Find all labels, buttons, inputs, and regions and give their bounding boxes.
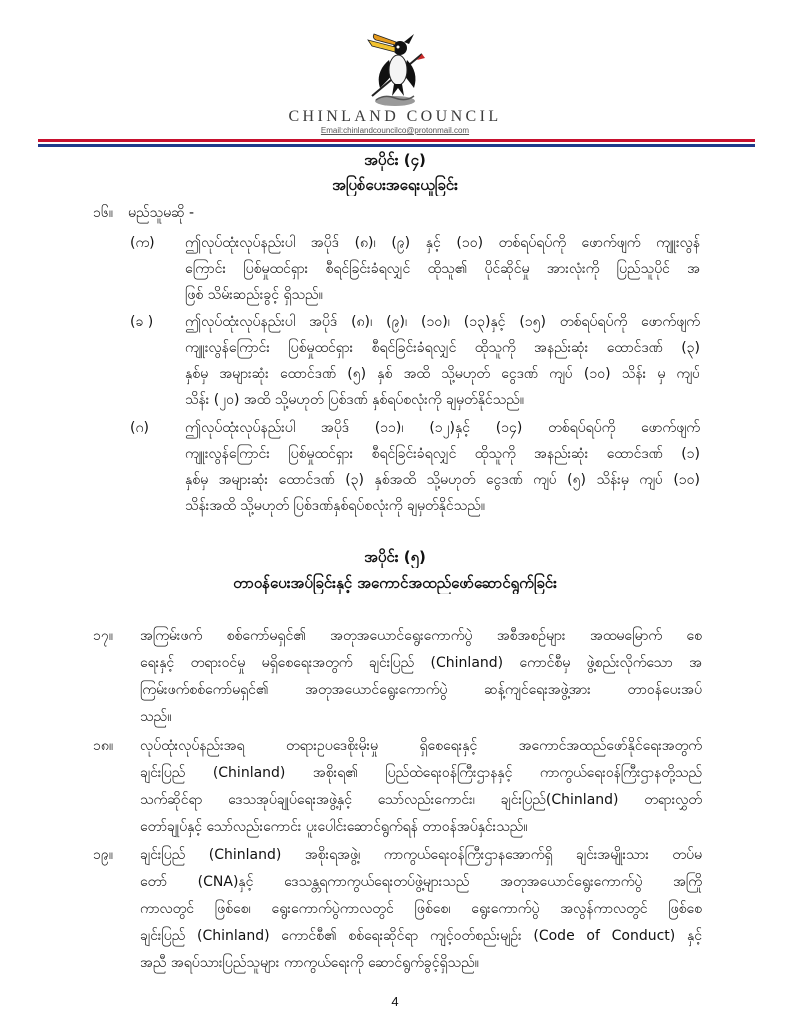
text-line: ကျူးလွန်ကြောင်း ပြစ်မှုထင်ရှား စီရင်ခြင်းခံရလျှင် ထိုသူကို အနည်းဆုံး ထောင်ဒဏ် (၃) [185, 340, 700, 356]
subclause-label: (က) [130, 235, 155, 251]
text-line: သိန်းအထိ သို့မဟုတ် ပြစ်ဒဏ်နှစ်ရပ်စလုံးကို ချမှတ်နိုင်သည်။ [185, 498, 485, 514]
page-number: 4 [391, 994, 399, 1009]
contact-email-line [0, 126, 790, 136]
tricolor-divider [38, 139, 755, 148]
text-line: လုပ်ထုံးလုပ်နည်းအရ တရားဥပဒေစိုးမိုးမှု ရှိစေရေးနှင့် အကောင်အထည်ဖော်နိုင်ရေးအတွက် [140, 738, 702, 754]
contact-email: Email:chinlandcouncilco@protonmail.com [320, 126, 470, 135]
text-line: ဖြစ် သိမ်းဆည်းခွင့် ရှိသည်။ [185, 287, 323, 303]
text-line: အကြမ်းဖက် စစ်ကော်မရှင်၏ အတုအယောင်ရွေးကောက်ပွဲ အစီအစဉ်များ အထမမြောက် စေ [140, 628, 702, 644]
text-line: အညီ အရပ်သားပြည်သူများ ကာကွယ်ရေးကို ဆောင်ရွက်ခွင့်ရှိသည်။ [140, 955, 479, 971]
text-line: တော်ချုပ်နှင့် သော်လည်းကောင်း ပူးပေါင်းဆောင်ရွက်ရန် တာဝန်အပ်နှင်းသည်။ [140, 819, 528, 835]
part-heading: အပိုင်း (၅) [364, 548, 426, 566]
clause-text [140, 623, 702, 731]
clause-number: ၁၆။ [93, 205, 113, 221]
text-line: ဤလုပ်ထုံးလုပ်နည်းပါ အပိုဒ် (၁၁)၊ (၁၂)နှင့် (၁၄) တစ်ရပ်ရပ်ကို ဖောက်ဖျက် [185, 420, 700, 436]
text-line: နှစ်မှ အများဆုံး ထောင်ဒဏ် (၅) နှစ် အထိ သို့မဟုတ် ငွေဒဏ် ကျပ် (၁၀) သိန်း မှ ကျပ် [185, 366, 700, 382]
text-line: ရေးနှင့် တရားဝင်မှု မရှိစေရေးအတွက် ချင်းပြည် (Chinland) ကောင်စီမှ ဖွဲ့စည်းလိုက်သော အ [140, 655, 702, 671]
text-line: ကာလတွင် ဖြစ်စေ၊ ရွေးကောက်ပွဲကာလတွင် ဖြစ်စေ၊ ရွေးကောက်ပွဲ အလွန်ကာလတွင် ဖြစ်စေ [140, 901, 702, 917]
text-line: ဤလုပ်ထုံးလုပ်နည်းပါ အပိုဒ် (၈)၊ (၉)၊ (၁၀)၊ (၁၃)နှင့် (၁၅) တစ်ရပ်ရပ်ကို ဖောက်ဖျက် [185, 314, 700, 330]
text-line: ကြောင်း ပြစ်မှုထင်ရှား စီရင်ခြင်းခံရလျှင် ထိုသူ၏ ပိုင်ဆိုင်မှု အားလုံးကို ပြည်သူပိုင် အ [185, 261, 700, 277]
subclause-text [185, 309, 700, 413]
organization-name: CHINLAND COUNCIL [288, 108, 502, 125]
text-line: ကြမ်းဖက်စစ်ကော်မရှင်၏ အတုအယောင်ရွေးကောက်ပွဲ ဆန့်ကျင်ရေးအဖွဲ့အား တာဝန်ပေးအပ် [140, 682, 702, 698]
clause-text [140, 842, 702, 977]
text-line: ဤလုပ်ထုံးလုပ်နည်းပါ အပိုဒ် (၈)၊ (၉) နှင့် (၁၀) တစ်ရပ်ရပ်ကို ဖောက်ဖျက် ကျူးလွန် [185, 235, 700, 251]
part-title: အပြစ်ပေးအရေးယူခြင်း [332, 176, 458, 194]
text-line: သိန်း (၂၀) အထိ သို့မဟုတ် ပြစ်ဒဏ် နှစ်ရပ်စလုံးကို ချမှတ်နိုင်သည်။ [185, 392, 524, 408]
subclause-label: (ဂ) [130, 420, 149, 436]
clause-number: ၁၈။ [93, 738, 114, 754]
subclause-text [185, 230, 700, 308]
subclause-text [185, 415, 700, 519]
clause-number: ၁၇။ [93, 628, 113, 644]
clause-number: ၁၉။ [93, 847, 113, 863]
text-line: နှစ်မှ အများဆုံး ထောင်ဒဏ် (၃) နှစ်အထိ သို့မဟုတ် ငွေဒဏ် ကျပ် (၅) သိန်းမှ ကျပ် (၁၀) [185, 472, 700, 488]
text-line: တော် (CNA)နှင့် ဒေသန္တရကာကွယ်ရေးတပ်ဖွဲ့များသည် အတုအယောင်ရွေးကောက်ပွဲ အကြို [140, 874, 702, 890]
part-title: တာဝန်ပေးအပ်ခြင်းနှင့် အကောင်အထည်ဖော်ဆောင်ရွက်ခြင်း [233, 574, 557, 592]
text-line: ကျူးလွန်ကြောင်း ပြစ်မှုထင်ရှား စီရင်ခြင်းခံရလျှင် ထိုသူကို အနည်းဆုံး ထောင်ဒဏ် (၁) [185, 446, 700, 462]
text-line: ချင်းပြည် (Chinland) ကောင်စီ၏ စစ်ရေးဆိုင်ရာ ကျင့်ဝတ်စည်းမျဉ်း (Code of Conduct) နှင့် [140, 928, 702, 944]
subclause-label: (ခ ) [130, 314, 154, 330]
divider-blue-stripe [38, 144, 755, 147]
clause-text [140, 733, 702, 841]
text-line: သည်။ [140, 709, 172, 725]
text-line: သက်ဆိုင်ရာ ဒေသအုပ်ချုပ်ရေးအဖွဲ့နှင့် သော်လည်းကောင်း၊ ချင်းပြည်(Chinland) တရားလွှတ် [140, 792, 702, 808]
clause-lead: မည်သူမဆို - [128, 205, 195, 221]
part-heading: အပိုင်း (၄) [364, 151, 426, 169]
hornbill-emblem-icon [362, 30, 428, 108]
text-line: ချင်းပြည် (Chinland) အစိုးရအဖွဲ့၊ ကာကွယ်ရေးဝန်ကြီးဌာနအောက်ရှိ ချင်းအမျိုးသား တပ်မ [140, 847, 702, 863]
text-line: ချင်းပြည် (Chinland) အစိုးရ၏ ပြည်ထဲရေးဝန်ကြီးဌာနနှင့် ကာကွယ်ရေးဝန်ကြီးဌာနတို့သည် [140, 765, 702, 781]
